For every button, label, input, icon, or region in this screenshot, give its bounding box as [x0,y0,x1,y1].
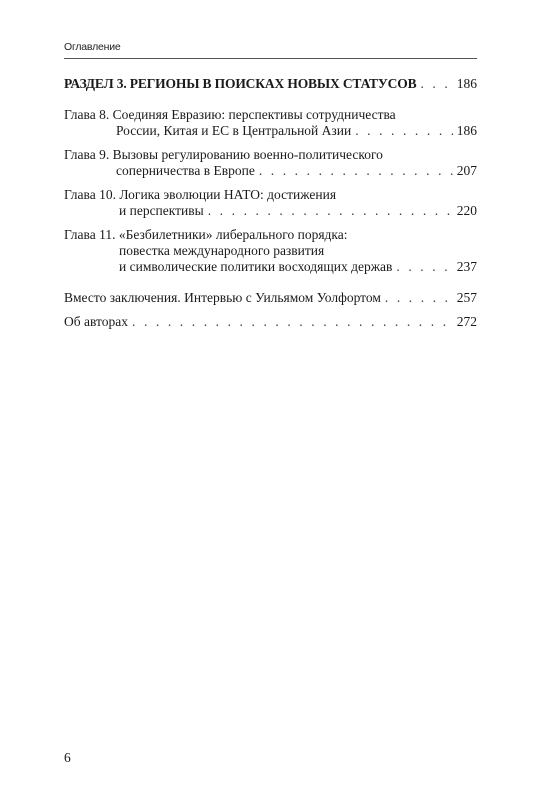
leader-dots [208,203,453,219]
toc-chapter-10-line-1 [64,187,477,203]
toc-chapter-11-subtitle-1: повестка международного развития [119,243,325,258]
toc-chapter-8-page: 186 [456,123,477,138]
toc-section-3[interactable] [64,76,477,92]
toc-authors-title: Об авторах [64,314,128,329]
toc-chapter-8-title: Глава 8. Соединяя Евразию: перспективы сотрудничества [64,107,396,122]
toc-conclusion[interactable] [64,290,477,306]
spacer [64,139,477,147]
toc-chapter-10[interactable] [64,187,477,219]
spacer [64,179,477,187]
running-head: Оглавление [64,41,121,53]
toc-chapter-9-line-1 [64,147,477,163]
toc-chapter-10-page: 220 [456,203,477,218]
toc-chapter-10-line-2 [64,203,477,219]
toc-chapter-10-title: Глава 10. Логика эволюции НАТО: достижения [64,187,337,202]
toc-chapter-9-title: Глава 9. Вызовы регулированию военно-политического [64,147,383,162]
toc-chapter-10-subtitle: и перспективы [119,203,204,218]
toc-conclusion-title: Вместо заключения. Интервью с Уильямом Уолфортом [64,290,381,305]
toc-chapter-8-line-2 [64,123,477,139]
toc-section-3-page: 186 [456,76,477,91]
leader-dots [385,290,453,306]
header-rule [64,58,477,59]
table-of-contents [64,76,477,330]
toc-chapter-8[interactable] [64,107,477,139]
toc-conclusion-page: 257 [456,290,477,305]
toc-chapter-9-page: 207 [456,163,477,178]
toc-chapter-9-line-2 [64,163,477,179]
toc-chapter-11-title: Глава 11. «Безбилетники» либерального порядка: [64,227,348,242]
toc-chapter-11[interactable] [64,227,477,275]
toc-chapter-11-line-3 [64,259,477,275]
toc-chapter-8-subtitle: России, Китая и ЕС в Центральной Азии [116,123,352,138]
toc-chapter-11-line-1 [64,227,477,243]
toc-section-3-title: РАЗДЕЛ 3. РЕГИОНЫ В ПОИСКАХ НОВЫХ СТАТУСОВ [64,76,417,91]
leader-dots [420,76,452,92]
leader-dots [355,123,453,139]
toc-chapter-9[interactable] [64,147,477,179]
toc-authors[interactable] [64,314,477,330]
toc-chapter-9-subtitle: соперничества в Европе [116,163,255,178]
leader-dots [132,314,453,330]
toc-chapter-8-line-1 [64,107,477,123]
toc-authors-page: 272 [456,314,477,329]
toc-chapter-11-subtitle-2: и символические политики восходящих держав [119,259,393,274]
leader-dots [396,259,452,275]
spacer [64,219,477,227]
page-number: 6 [64,750,71,765]
toc-chapter-11-page: 237 [456,259,477,274]
spacer [64,306,477,314]
toc-chapter-11-line-2 [64,243,477,259]
spacer [64,275,477,290]
leader-dots [259,163,453,179]
